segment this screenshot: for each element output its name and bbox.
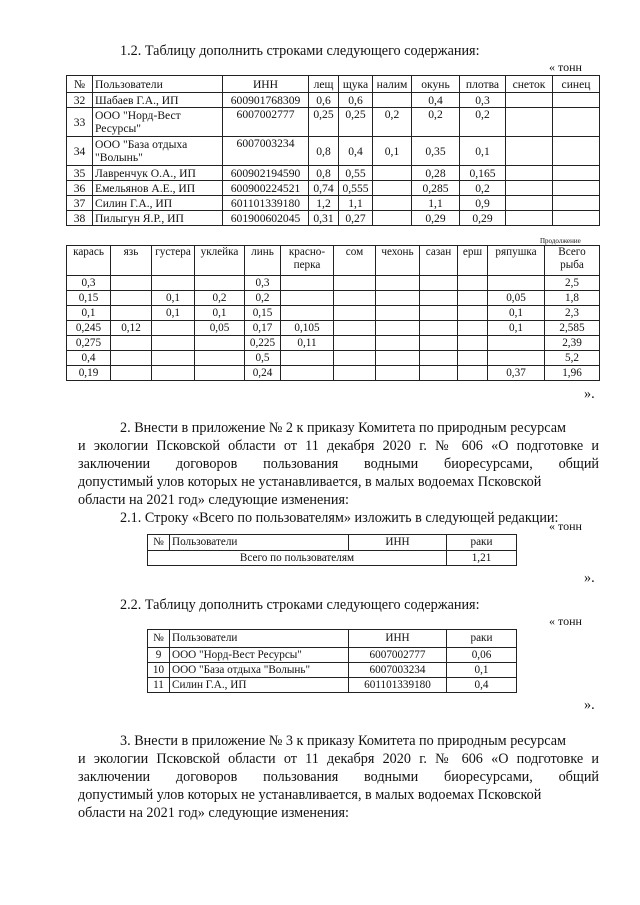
- table-row: [67, 196, 600, 211]
- cell: Лавренчук О.А., ИП: [93, 166, 223, 181]
- cell: 0,285: [412, 181, 460, 196]
- cell: [420, 276, 458, 291]
- cell: 601101339180: [349, 678, 447, 693]
- sec2-line-2: и экологии Псковской области от 11 декабря 2020 г. № 606 «О подготовке и: [78, 438, 599, 454]
- cell: [334, 291, 376, 306]
- cell: [376, 336, 420, 351]
- cell: [420, 336, 458, 351]
- cell: 0,35: [412, 137, 460, 166]
- col-header-users: Пользователи: [93, 76, 223, 93]
- table-row: [67, 291, 600, 306]
- cell: [488, 336, 545, 351]
- sec3-line-4: допустимый улов которых не устанавливается, в малых водоемах Псковской: [78, 787, 542, 803]
- cell: 10: [148, 663, 170, 678]
- cell: 0,17: [245, 321, 281, 336]
- cell: [506, 93, 553, 108]
- sec3-line-5: области на 2021 год» следующие изменения:: [78, 805, 349, 821]
- col-header-lesch: лещ: [309, 76, 339, 93]
- cell: Силин Г.А., ИП: [93, 196, 223, 211]
- cell: 0,4: [412, 93, 460, 108]
- cell: [111, 291, 152, 306]
- cell: [111, 366, 152, 381]
- cell: 601101339180: [223, 196, 309, 211]
- cell: ООО "База отдыха "Волынь": [93, 137, 223, 166]
- cell: [420, 291, 458, 306]
- cell: 0,105: [281, 321, 334, 336]
- cell: [458, 306, 488, 321]
- sec3-line-3: заключении договоров пользования водными биоресурсами, общий: [78, 769, 599, 785]
- cell: [152, 276, 195, 291]
- cell: [281, 351, 334, 366]
- cell: [111, 351, 152, 366]
- cell: [111, 276, 152, 291]
- cell: [553, 166, 600, 181]
- col-header-users: Пользователи: [170, 535, 349, 551]
- cell: 0,8: [309, 166, 339, 181]
- sec3-line-2: и экологии Псковской области от 11 декабря 2020 г. № 606 «О подготовке и: [78, 751, 599, 767]
- col-header-sinets: синец: [553, 76, 600, 93]
- cell: [281, 366, 334, 381]
- cell: 0,25: [309, 108, 339, 137]
- cell: [281, 306, 334, 321]
- cell: 2,585: [545, 321, 600, 336]
- cell: [553, 108, 600, 137]
- cell: 0,31: [309, 211, 339, 226]
- cell: [376, 321, 420, 336]
- col-header-vsego-ryba: Всего рыба: [545, 246, 600, 276]
- cell: [195, 366, 245, 381]
- cell: [195, 336, 245, 351]
- cell: 0,24: [245, 366, 281, 381]
- table-row: [67, 137, 600, 166]
- cell: Шабаев Г.А., ИП: [93, 93, 223, 108]
- cell: [553, 93, 600, 108]
- cell: 5,2: [545, 351, 600, 366]
- cell: [506, 211, 553, 226]
- cell: 6007002777: [349, 648, 447, 663]
- sec3-line-1: 3. Внести в приложение № 3 к приказу Комитета по природным ресурсам: [120, 733, 566, 749]
- cell: [458, 366, 488, 381]
- close-quote-2: ».: [584, 570, 595, 586]
- cell: 0,3: [460, 93, 506, 108]
- table-row: [148, 678, 517, 693]
- cell: 0,2: [460, 108, 506, 137]
- cell: 0,275: [67, 336, 111, 351]
- table-row: [148, 648, 517, 663]
- cell: [506, 196, 553, 211]
- table-row: [67, 211, 600, 226]
- cell: 600900224521: [223, 181, 309, 196]
- cell: 0,25: [339, 108, 373, 137]
- cell: 0,6: [339, 93, 373, 108]
- col-header-inn: ИНН: [223, 76, 309, 93]
- table-row: [67, 306, 600, 321]
- cell: 9: [148, 648, 170, 663]
- cell: [376, 291, 420, 306]
- col-header-schuka: щука: [339, 76, 373, 93]
- cell: 0,2: [460, 181, 506, 196]
- cell: [506, 108, 553, 137]
- cell: 0,9: [460, 196, 506, 211]
- col-header-num: №: [148, 630, 170, 648]
- table-row: [67, 351, 600, 366]
- cell: 1,1: [412, 196, 460, 211]
- cell: 0,15: [245, 306, 281, 321]
- col-header-num: №: [148, 535, 170, 551]
- cell: 0,05: [488, 291, 545, 306]
- cell: 0,1: [195, 306, 245, 321]
- cell: [373, 196, 412, 211]
- col-header-yaz: язь: [111, 246, 152, 276]
- cell: 0,245: [67, 321, 111, 336]
- cell: 6007002777: [223, 108, 309, 137]
- col-header-okun: окунь: [412, 76, 460, 93]
- cell: 36: [67, 181, 93, 196]
- cell: [334, 351, 376, 366]
- col-header-num: №: [67, 76, 93, 93]
- cell: ООО "База отдыха "Волынь": [170, 663, 349, 678]
- cell: [334, 366, 376, 381]
- cell: 32: [67, 93, 93, 108]
- cell: 38: [67, 211, 93, 226]
- cell: 0,4: [67, 351, 111, 366]
- table-row: [67, 366, 600, 381]
- cell: 6007003234: [349, 663, 447, 678]
- cell: [458, 321, 488, 336]
- cell: Емельянов А.Е., ИП: [93, 181, 223, 196]
- cell: 0,2: [195, 291, 245, 306]
- additions-table: [147, 629, 517, 693]
- cell: [458, 351, 488, 366]
- col-header-plotva: плотва: [460, 76, 506, 93]
- col-header-gustera: густера: [152, 246, 195, 276]
- cell: 0,1: [488, 321, 545, 336]
- cell: [334, 306, 376, 321]
- cell: 0,6: [309, 93, 339, 108]
- cell: [334, 276, 376, 291]
- cell: [373, 166, 412, 181]
- cell: [281, 291, 334, 306]
- cell: 1,96: [545, 366, 600, 381]
- cell: 0,29: [412, 211, 460, 226]
- cell: [553, 137, 600, 166]
- cell: 600902194590: [223, 166, 309, 181]
- cell: [373, 181, 412, 196]
- cell: 0,2: [412, 108, 460, 137]
- total-value: 1,21: [447, 551, 517, 566]
- col-header-yorsh: ерш: [458, 246, 488, 276]
- cell: 0,1: [460, 137, 506, 166]
- col-header-ukleyka: уклейка: [195, 246, 245, 276]
- cell: 0,3: [245, 276, 281, 291]
- total-label: Всего по пользователям: [148, 551, 447, 566]
- cell: [376, 351, 420, 366]
- table-row: [67, 93, 600, 108]
- cell: 0,12: [111, 321, 152, 336]
- cell: [420, 351, 458, 366]
- cell: [152, 366, 195, 381]
- table-row: [67, 276, 600, 291]
- cell: 2,3: [545, 306, 600, 321]
- cell: 0,05: [195, 321, 245, 336]
- close-quote-1: ».: [584, 386, 595, 402]
- cell: [553, 181, 600, 196]
- cell: [420, 306, 458, 321]
- col-header-sazan: сазан: [420, 246, 458, 276]
- cell: 34: [67, 137, 93, 166]
- unit-label-tonn-3: « тонн: [549, 614, 582, 628]
- cell: Силин Г.А., ИП: [170, 678, 349, 693]
- sec2-line-4: допустимый улов которых не устанавливается, в малых водоемах Псковской: [78, 474, 542, 490]
- users-fish-table: [66, 75, 600, 226]
- cell: [152, 321, 195, 336]
- cell: 0,19: [67, 366, 111, 381]
- cell: [111, 306, 152, 321]
- cell: 0,4: [339, 137, 373, 166]
- cell: [506, 181, 553, 196]
- table-row: [148, 551, 517, 566]
- cell: [334, 336, 376, 351]
- col-header-snetok: снеток: [506, 76, 553, 93]
- cell: 0,2: [373, 108, 412, 137]
- cell: [553, 196, 600, 211]
- cell: [376, 366, 420, 381]
- table-row: [67, 166, 600, 181]
- col-header-krasnoperka: красно-перка: [281, 246, 334, 276]
- sec2-line-3: заключении договоров пользования водными биоресурсами, общий: [78, 456, 599, 472]
- cell: ООО "Норд-Вест Ресурсы": [93, 108, 223, 137]
- cell: 2,5: [545, 276, 600, 291]
- cell: [506, 166, 553, 181]
- unit-label-tonn-2: « тонн: [549, 519, 582, 533]
- col-header-karas: карась: [67, 246, 111, 276]
- cell: 0,28: [412, 166, 460, 181]
- cell: [458, 291, 488, 306]
- cell: [458, 336, 488, 351]
- cell: [195, 276, 245, 291]
- cell: [281, 276, 334, 291]
- col-header-lin: линь: [245, 246, 281, 276]
- cell: 600901768309: [223, 93, 309, 108]
- cell: [152, 351, 195, 366]
- cell: [373, 211, 412, 226]
- cell: 0,11: [281, 336, 334, 351]
- cell: 0,15: [67, 291, 111, 306]
- col-header-raki: раки: [447, 535, 517, 551]
- cell: [152, 336, 195, 351]
- cell: [458, 276, 488, 291]
- cell: Пилыгун Я.Р., ИП: [93, 211, 223, 226]
- cell: 0,27: [339, 211, 373, 226]
- cell: 0,55: [339, 166, 373, 181]
- fish-continuation-table: [66, 245, 600, 381]
- cell: 0,74: [309, 181, 339, 196]
- cell: 0,1: [488, 306, 545, 321]
- close-quote-3: ».: [584, 697, 595, 713]
- section-1-2-heading: 1.2. Таблицу дополнить строками следующего содержания:: [120, 43, 480, 59]
- cell: 11: [148, 678, 170, 693]
- cell: [376, 306, 420, 321]
- col-header-users: Пользователи: [170, 630, 349, 648]
- cell: [373, 93, 412, 108]
- col-header-chehon: чехонь: [376, 246, 420, 276]
- table-row: [67, 181, 600, 196]
- col-header-inn: ИНН: [349, 630, 447, 648]
- cell: 0,1: [373, 137, 412, 166]
- sec2-line-1: 2. Внести в приложение № 2 к приказу Комитета по природным ресурсам: [120, 420, 566, 436]
- cell: [420, 366, 458, 381]
- cell: 0,2: [245, 291, 281, 306]
- cell: 601900602045: [223, 211, 309, 226]
- cell: 1,2: [309, 196, 339, 211]
- col-header-ryapushka: ряпушка: [488, 246, 545, 276]
- cell: 0,37: [488, 366, 545, 381]
- continuation-note: Продолжение: [540, 237, 581, 245]
- cell: ООО "Норд-Вест Ресурсы": [170, 648, 349, 663]
- table-row: [67, 321, 600, 336]
- cell: 0,555: [339, 181, 373, 196]
- sec2-1-heading: 2.1. Строку «Всего по пользователям» изложить в следующей редакции:: [120, 510, 559, 526]
- cell: 35: [67, 166, 93, 181]
- unit-label-tonn: « тонн: [549, 60, 582, 74]
- cell: 0,4: [447, 678, 517, 693]
- cell: [111, 336, 152, 351]
- cell: 0,5: [245, 351, 281, 366]
- col-header-inn: ИНН: [349, 535, 447, 551]
- sec2-line-5: области на 2021 год» следующие изменения:: [78, 492, 349, 508]
- col-header-nalim: налим: [373, 76, 412, 93]
- cell: 0,1: [67, 306, 111, 321]
- table-row: [67, 336, 600, 351]
- cell: 0,8: [309, 137, 339, 166]
- cell: [506, 137, 553, 166]
- cell: 0,225: [245, 336, 281, 351]
- table-row: [148, 663, 517, 678]
- cell: 1,8: [545, 291, 600, 306]
- cell: 2,39: [545, 336, 600, 351]
- cell: [488, 351, 545, 366]
- col-header-som: сом: [334, 246, 376, 276]
- cell: [195, 351, 245, 366]
- cell: [488, 276, 545, 291]
- cell: 0,1: [152, 291, 195, 306]
- cell: 6007003234: [223, 137, 309, 166]
- cell: 33: [67, 108, 93, 137]
- cell: 0,3: [67, 276, 111, 291]
- cell: 0,06: [447, 648, 517, 663]
- cell: 0,1: [152, 306, 195, 321]
- sec2-2-heading: 2.2. Таблицу дополнить строками следующего содержания:: [120, 597, 480, 613]
- table-row: [67, 108, 600, 137]
- col-header-raki: раки: [447, 630, 517, 648]
- cell: [376, 276, 420, 291]
- cell: [553, 211, 600, 226]
- cell: 0,165: [460, 166, 506, 181]
- cell: 0,29: [460, 211, 506, 226]
- cell: 1,1: [339, 196, 373, 211]
- cell: 37: [67, 196, 93, 211]
- cell: [420, 321, 458, 336]
- total-table: [147, 534, 517, 566]
- cell: [334, 321, 376, 336]
- cell: 0,1: [447, 663, 517, 678]
